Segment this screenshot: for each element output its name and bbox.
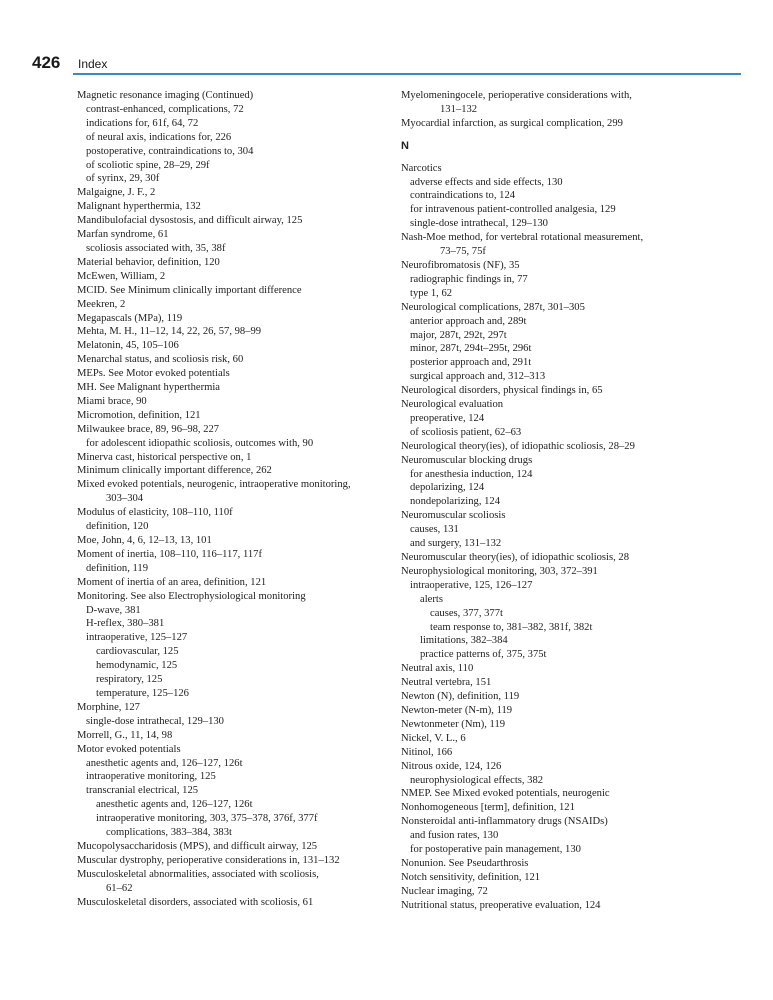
index-entry: MH. See Malignant hyperthermia <box>77 382 220 394</box>
index-subentry: single-dose intrathecal, 129–130 <box>410 218 548 230</box>
index-entry: Nutritional status, preoperative evaluation, 124 <box>401 899 601 911</box>
index-entry: Musculoskeletal disorders, associated with scoliosis, 61 <box>77 896 314 908</box>
index-subentry: surgical approach and, 312–313 <box>410 371 546 383</box>
index-entry: Neuromuscular scoliosis <box>401 510 506 522</box>
index-subentry: depolarizing, 124 <box>410 482 485 494</box>
index-subentry: single-dose intrathecal, 129–130 <box>86 715 224 727</box>
index-entry: Melatonin, 45, 105–106 <box>77 340 179 352</box>
index-entry: Narcotics <box>401 162 442 174</box>
index-entry: Material behavior, definition, 120 <box>77 256 220 268</box>
index-subentry: anesthetic agents and, 126–127, 126t <box>96 799 253 811</box>
index-subentry: neurophysiological effects, 382 <box>410 774 544 786</box>
index-subentry: indications for, 61f, 64, 72 <box>86 117 199 129</box>
index-entry: Nonhomogeneous [term], definition, 121 <box>401 802 575 814</box>
index-entry: Morrell, G., 11, 14, 98 <box>77 729 173 741</box>
index-subentry: for adolescent idiopathic scoliosis, outcomes with, 90 <box>86 437 314 449</box>
index-entry: Neurological theory(ies), of idiopathic scoliosis, 28–29 <box>401 440 635 452</box>
index-entry: Mandibulofacial dysostosis, and difficult airway, 125 <box>77 215 303 227</box>
index-subentry: and surgery, 131–132 <box>410 538 502 550</box>
index-subentry: and fusion rates, 130 <box>410 830 499 842</box>
index-subentry: major, 287t, 292t, 297t <box>410 329 507 341</box>
index-subentry: posterior approach and, 291t <box>410 357 532 369</box>
index-subentry: of scoliotic spine, 28–29, 29f <box>86 159 210 171</box>
index-entry: Malignant hyperthermia, 132 <box>77 201 201 213</box>
page-header <box>0 52 773 80</box>
index-entry: Micromotion, definition, 121 <box>77 409 201 421</box>
index-subentry: causes, 377, 377t <box>430 607 503 619</box>
index-entry: Muscular dystrophy, perioperative considerations in, 131–132 <box>77 854 340 866</box>
index-entry: Neurological disorders, physical findings in, 65 <box>401 385 603 397</box>
index-subentry: anterior approach and, 289t <box>410 315 527 327</box>
index-entry: Neutral axis, 110 <box>401 663 474 675</box>
index-entry: Newton-meter (N-m), 119 <box>401 704 513 716</box>
index-entry: Mucopolysaccharidosis (MPS), and difficult airway, 125 <box>77 840 318 852</box>
index-entry: Miami brace, 90 <box>77 395 147 407</box>
index-subentry: scoliosis associated with, 35, 38f <box>86 242 226 254</box>
index-subentry: alerts <box>420 593 443 605</box>
index-subentry: 303–304 <box>106 493 144 505</box>
index-subentry: respiratory, 125 <box>96 674 163 686</box>
index-entry: Nuclear imaging, 72 <box>401 885 488 897</box>
index-subentry: anesthetic agents and, 126–127, 126t <box>86 757 243 769</box>
index-subentry: 73–75, 75f <box>440 246 486 258</box>
index-subentry: radiographic findings in, 77 <box>410 273 528 285</box>
index-subentry: 61–62 <box>106 882 133 894</box>
index-entry: Neurofibromatosis (NF), 35 <box>401 259 520 271</box>
index-entry: Newton (N), definition, 119 <box>401 691 520 703</box>
index-subentry: H-reflex, 380–381 <box>86 618 165 630</box>
index-subentry: preoperative, 124 <box>410 412 485 424</box>
index-subentry: intraoperative, 125–127 <box>86 632 188 644</box>
index-entry: Neurological evaluation <box>401 399 504 411</box>
index-subentry: team response to, 381–382, 381f, 382t <box>430 621 593 633</box>
index-entry: MCID. See Minimum clinically important difference <box>77 284 302 296</box>
index-entry: MEPs. See Motor evoked potentials <box>77 368 230 380</box>
index-subentry: of syrinx, 29, 30f <box>86 173 160 185</box>
right-index-main <box>401 162 701 913</box>
index-subentry: contraindications to, 124 <box>410 190 516 202</box>
index-entry: Nash-Moe method, for vertebral rotational measurement, <box>401 232 644 244</box>
index-entry: Malgaigne, J. F., 2 <box>77 187 156 199</box>
index-subentry: causes, 131 <box>410 524 459 536</box>
index-subentry: practice patterns of, 375, 375t <box>420 649 547 661</box>
right-index-column <box>401 89 701 913</box>
index-entry: Minerva cast, historical perspective on, 1 <box>77 451 252 463</box>
index-entry: Myelomeningocele, perioperative considerations with, <box>401 90 632 101</box>
index-entry: Marfan syndrome, 61 <box>77 229 169 241</box>
index-subentry: for anesthesia induction, 124 <box>410 468 533 480</box>
index-entry: Nonunion. See Pseudarthrosis <box>401 857 529 869</box>
index-subentry: of neural axis, indications for, 226 <box>86 131 232 143</box>
page-number: 426 <box>32 53 61 72</box>
index-subentry: D-wave, 381 <box>86 604 141 616</box>
index-subentry: transcranial electrical, 125 <box>86 785 199 797</box>
index-entry: Moment of inertia of an area, definition, 121 <box>77 576 267 588</box>
index-entry: Neuromuscular blocking drugs <box>401 454 533 466</box>
index-subentry: temperature, 125–126 <box>96 687 189 699</box>
index-subentry: intraoperative monitoring, 303, 375–378, 376f, 377f <box>96 813 318 825</box>
index-subentry: intraoperative, 125, 126–127 <box>410 579 533 591</box>
index-subentry: definition, 119 <box>86 562 148 574</box>
index-entry: McEwen, William, 2 <box>77 270 166 282</box>
index-entry: Meekren, 2 <box>77 298 126 310</box>
index-subentry: cardiovascular, 125 <box>96 646 179 658</box>
index-entry: Neuromuscular theory(ies), of idiopathic scoliosis, 28 <box>401 552 630 563</box>
index-subentry: adverse effects and side effects, 130 <box>410 176 563 188</box>
index-entry: Mixed evoked potentials, neurogenic, intraoperative monitoring, <box>77 479 351 491</box>
index-subentry: for postoperative pain management, 130 <box>410 844 581 856</box>
index-subentry: hemodynamic, 125 <box>96 660 178 672</box>
index-entry: Neurological complications, 287t, 301–305 <box>401 301 585 313</box>
index-entry: Modulus of elasticity, 108–110, 110f <box>77 507 233 519</box>
index-entry: Menarchal status, and scoliosis risk, 60 <box>77 354 244 366</box>
right-index-top <box>401 89 701 131</box>
index-entry: NMEP. See Mixed evoked potentials, neurogenic <box>401 788 610 800</box>
index-subentry: type 1, 62 <box>410 287 453 299</box>
section-letter-n: N <box>401 139 409 152</box>
index-entry: Nickel, V. L., 6 <box>401 732 466 744</box>
index-subentry: minor, 287t, 294t–295t, 296t <box>410 343 532 355</box>
index-subentry: definition, 120 <box>86 521 149 533</box>
index-entry: Minimum clinically important difference, 262 <box>77 465 272 477</box>
index-entry: Motor evoked potentials <box>77 743 181 755</box>
index-entry: Notch sensitivity, definition, 121 <box>401 871 541 883</box>
index-entry: Megapascals (MPa), 119 <box>77 312 183 324</box>
index-subentry: 131–132 <box>440 103 478 115</box>
index-entry: Neurophysiological monitoring, 303, 372–391 <box>401 565 598 577</box>
header-rule <box>73 73 741 75</box>
index-subentry: contrast-enhanced, complications, 72 <box>86 103 244 115</box>
index-entry: Moe, John, 4, 6, 12–13, 13, 101 <box>77 535 212 546</box>
index-subentry: intraoperative monitoring, 125 <box>86 771 216 783</box>
index-subentry: postoperative, contraindications to, 304 <box>86 145 254 157</box>
running-head: Index <box>78 57 108 71</box>
index-subentry: complications, 383–384, 383t <box>106 827 232 839</box>
index-subentry: for intravenous patient-controlled analgesia, 129 <box>410 204 616 216</box>
index-subentry: limitations, 382–384 <box>420 635 508 647</box>
index-entry: Nitinol, 166 <box>401 746 453 758</box>
index-entry: Moment of inertia, 108–110, 116–117, 117f <box>77 548 262 560</box>
index-entry: Magnetic resonance imaging (Continued) <box>77 90 254 101</box>
index-entry: Morphine, 127 <box>77 701 140 713</box>
index-entry: Neutral vertebra, 151 <box>401 677 492 689</box>
index-entry: Myocardial infarction, as surgical complication, 299 <box>401 117 623 129</box>
index-entry: Nitrous oxide, 124, 126 <box>401 760 502 772</box>
index-entry: Milwaukee brace, 89, 96–98, 227 <box>77 423 220 435</box>
index-entry: Nonsteroidal anti-inflammatory drugs (NSAIDs) <box>401 816 608 828</box>
index-subentry: nondepolarizing, 124 <box>410 496 501 508</box>
index-entry: Monitoring. See also Electrophysiological monitoring <box>77 590 306 602</box>
index-entry: Newtonmeter (Nm), 119 <box>401 718 506 730</box>
index-subentry: of scoliosis patient, 62–63 <box>410 426 522 438</box>
index-entry: Mehta, M. H., 11–12, 14, 22, 26, 57, 98–99 <box>77 326 262 338</box>
index-entry: Musculoskeletal abnormalities, associated with scoliosis, <box>77 868 319 880</box>
left-index-column <box>77 89 377 909</box>
